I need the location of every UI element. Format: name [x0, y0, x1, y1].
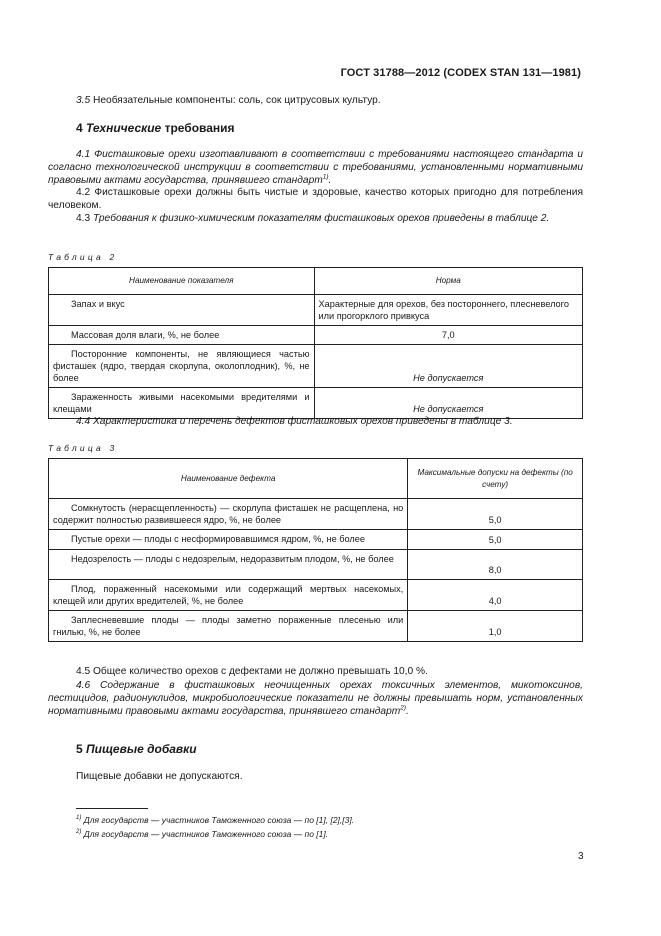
clause-text: Содержание в фисташковых неочищенных орехах токсичных элементов, микотоксинов, пестицидов, радионуклидов, микробиологические показатели не должны превышать норм, установленных нормативными правовыми актами государства, принявшего стандарт [48, 680, 583, 717]
clause-4-2 [48, 186, 583, 212]
column-header: Наименование дефекта [49, 459, 408, 499]
footnote-mark: 2) [76, 829, 82, 836]
row-name: Зараженность живыми насекомыми вредителями и клещами [49, 388, 315, 419]
table-row [49, 550, 583, 580]
clause-4-3 [48, 212, 583, 225]
table-2 [48, 267, 583, 419]
table-3 [48, 458, 583, 642]
clause-number: 4.2 [76, 187, 91, 198]
footnote-1 [76, 815, 354, 825]
clause-number: 4.5 [76, 666, 91, 677]
row-name: Пустые орехи — плоды с несформировавшимся ядром, %, не более [49, 530, 408, 550]
clause-4-4 [48, 415, 583, 428]
table-row [49, 499, 583, 530]
table-3-caption: Таблица 3 [48, 443, 118, 453]
row-name: Заплесневевшие плоды — плоды заметно пораженные плесенью или гнилью, %, не более [49, 611, 408, 642]
table-header-row [49, 459, 583, 499]
clause-number: 3.5 [76, 95, 91, 106]
row-name: Запах и вкус [49, 295, 315, 326]
table-row [49, 611, 583, 642]
clause-number: 4.1 [76, 149, 91, 160]
clause-3-5 [48, 94, 583, 107]
footnote-text: Для государств — участников Таможенного союза — по [1]. [81, 829, 329, 839]
row-value: Не допускается [314, 345, 582, 388]
clause-4-1 [48, 148, 583, 187]
clause-text: Требования к физико-химическим показателям фисташковых орехов приведены в таблице 2. [90, 213, 550, 224]
row-value: 8,0 [408, 550, 583, 580]
section-number: 5 [76, 742, 87, 756]
column-header: Максимальные допуски на дефекты (по счету) [408, 459, 583, 499]
clause-text: Фисташковые орехи должны быть чистые и здоровые, качество которых пригодно для потребления человеком. [48, 187, 583, 211]
clause-text: Фисташковые орехи изготавливают в соответствии с требованиями настоящего стандарта и согласно технологической инструкции в соответствии с требованиями, установленными нормативными правовыми актами государства, принявшего стандарт [48, 149, 583, 186]
footnote-mark: 1) [76, 815, 82, 822]
row-name: Массовая доля влаги, %, не более [49, 326, 315, 345]
section-title-rest: требования [161, 121, 235, 135]
row-value: 5,0 [408, 530, 583, 550]
row-name: Недозрелость — плоды с недозрелым, недоразвитым плодом, %, не более [49, 550, 408, 580]
clause-number: 4.4 [76, 416, 91, 427]
footnote-text: Для государств — участников Таможенного союза — по [1], [2],[3]. [81, 815, 355, 825]
column-header: Наименование показателя [49, 268, 315, 295]
row-value: Характерные для орехов, без постороннего, плесневелого или прогорклого привкуса [314, 295, 582, 326]
clause-4-5 [48, 665, 583, 678]
section-title: Пищевые добавки [86, 742, 197, 756]
section-5-heading [76, 742, 197, 756]
clause-end: . [328, 175, 332, 186]
table-row [49, 388, 583, 419]
table-header-row [49, 268, 583, 295]
page-number: 3 [578, 851, 584, 862]
footnote-2 [76, 829, 328, 839]
row-name: Сомкнутость (нерасщепленность) — скорлупа фисташек не расщеплена, но содержит полностью развившееся ядро, %, не более [49, 499, 408, 530]
clause-number: 4.3 [76, 213, 91, 224]
section-4-heading [76, 121, 235, 135]
table-row [49, 295, 583, 326]
table-row [49, 326, 583, 345]
row-value: 7,0 [314, 326, 582, 345]
table-row [49, 580, 583, 611]
clause-4-6 [48, 679, 583, 718]
table-row [49, 530, 583, 550]
clause-number: 4.6 [76, 680, 91, 691]
section-5-text: Пищевые добавки не допускаются. [76, 771, 243, 782]
row-value: Не допускается [314, 388, 582, 419]
column-header: Норма [314, 268, 582, 295]
standard-code: ГОСТ 31788—2012 (CODEX STAN 131—1981) [340, 67, 581, 79]
clause-text: Необязательные компоненты: соль, сок цитрусовых культур. [90, 95, 381, 106]
clause-end: . [406, 706, 409, 717]
section-title-italic: Технические [86, 121, 162, 135]
table-2-caption: Таблица 2 [48, 252, 118, 262]
section-number: 4 [76, 121, 87, 135]
table-row [49, 345, 583, 388]
row-name: Посторонние компоненты, не являющиеся частью фисташек (ядро, твердая скорлупа, околоплодник), %, не более [49, 345, 315, 388]
row-value: 1,0 [408, 611, 583, 642]
row-value: 4,0 [408, 580, 583, 611]
footnote-divider [76, 808, 148, 809]
row-name: Плод, пораженный насекомыми или содержащий мертвых насекомых, клещей или других вредителей, %, не более [49, 580, 408, 611]
footnote-ref: 1) [322, 173, 329, 181]
clause-text: Общее количество орехов с дефектами не должно превышать 10,0 %. [90, 666, 428, 677]
clause-text: Характеристика и перечень дефектов фисташковых орехов приведены в таблице 3. [90, 416, 513, 427]
row-value: 5,0 [408, 499, 583, 530]
footnote-ref: 2) [400, 704, 407, 712]
